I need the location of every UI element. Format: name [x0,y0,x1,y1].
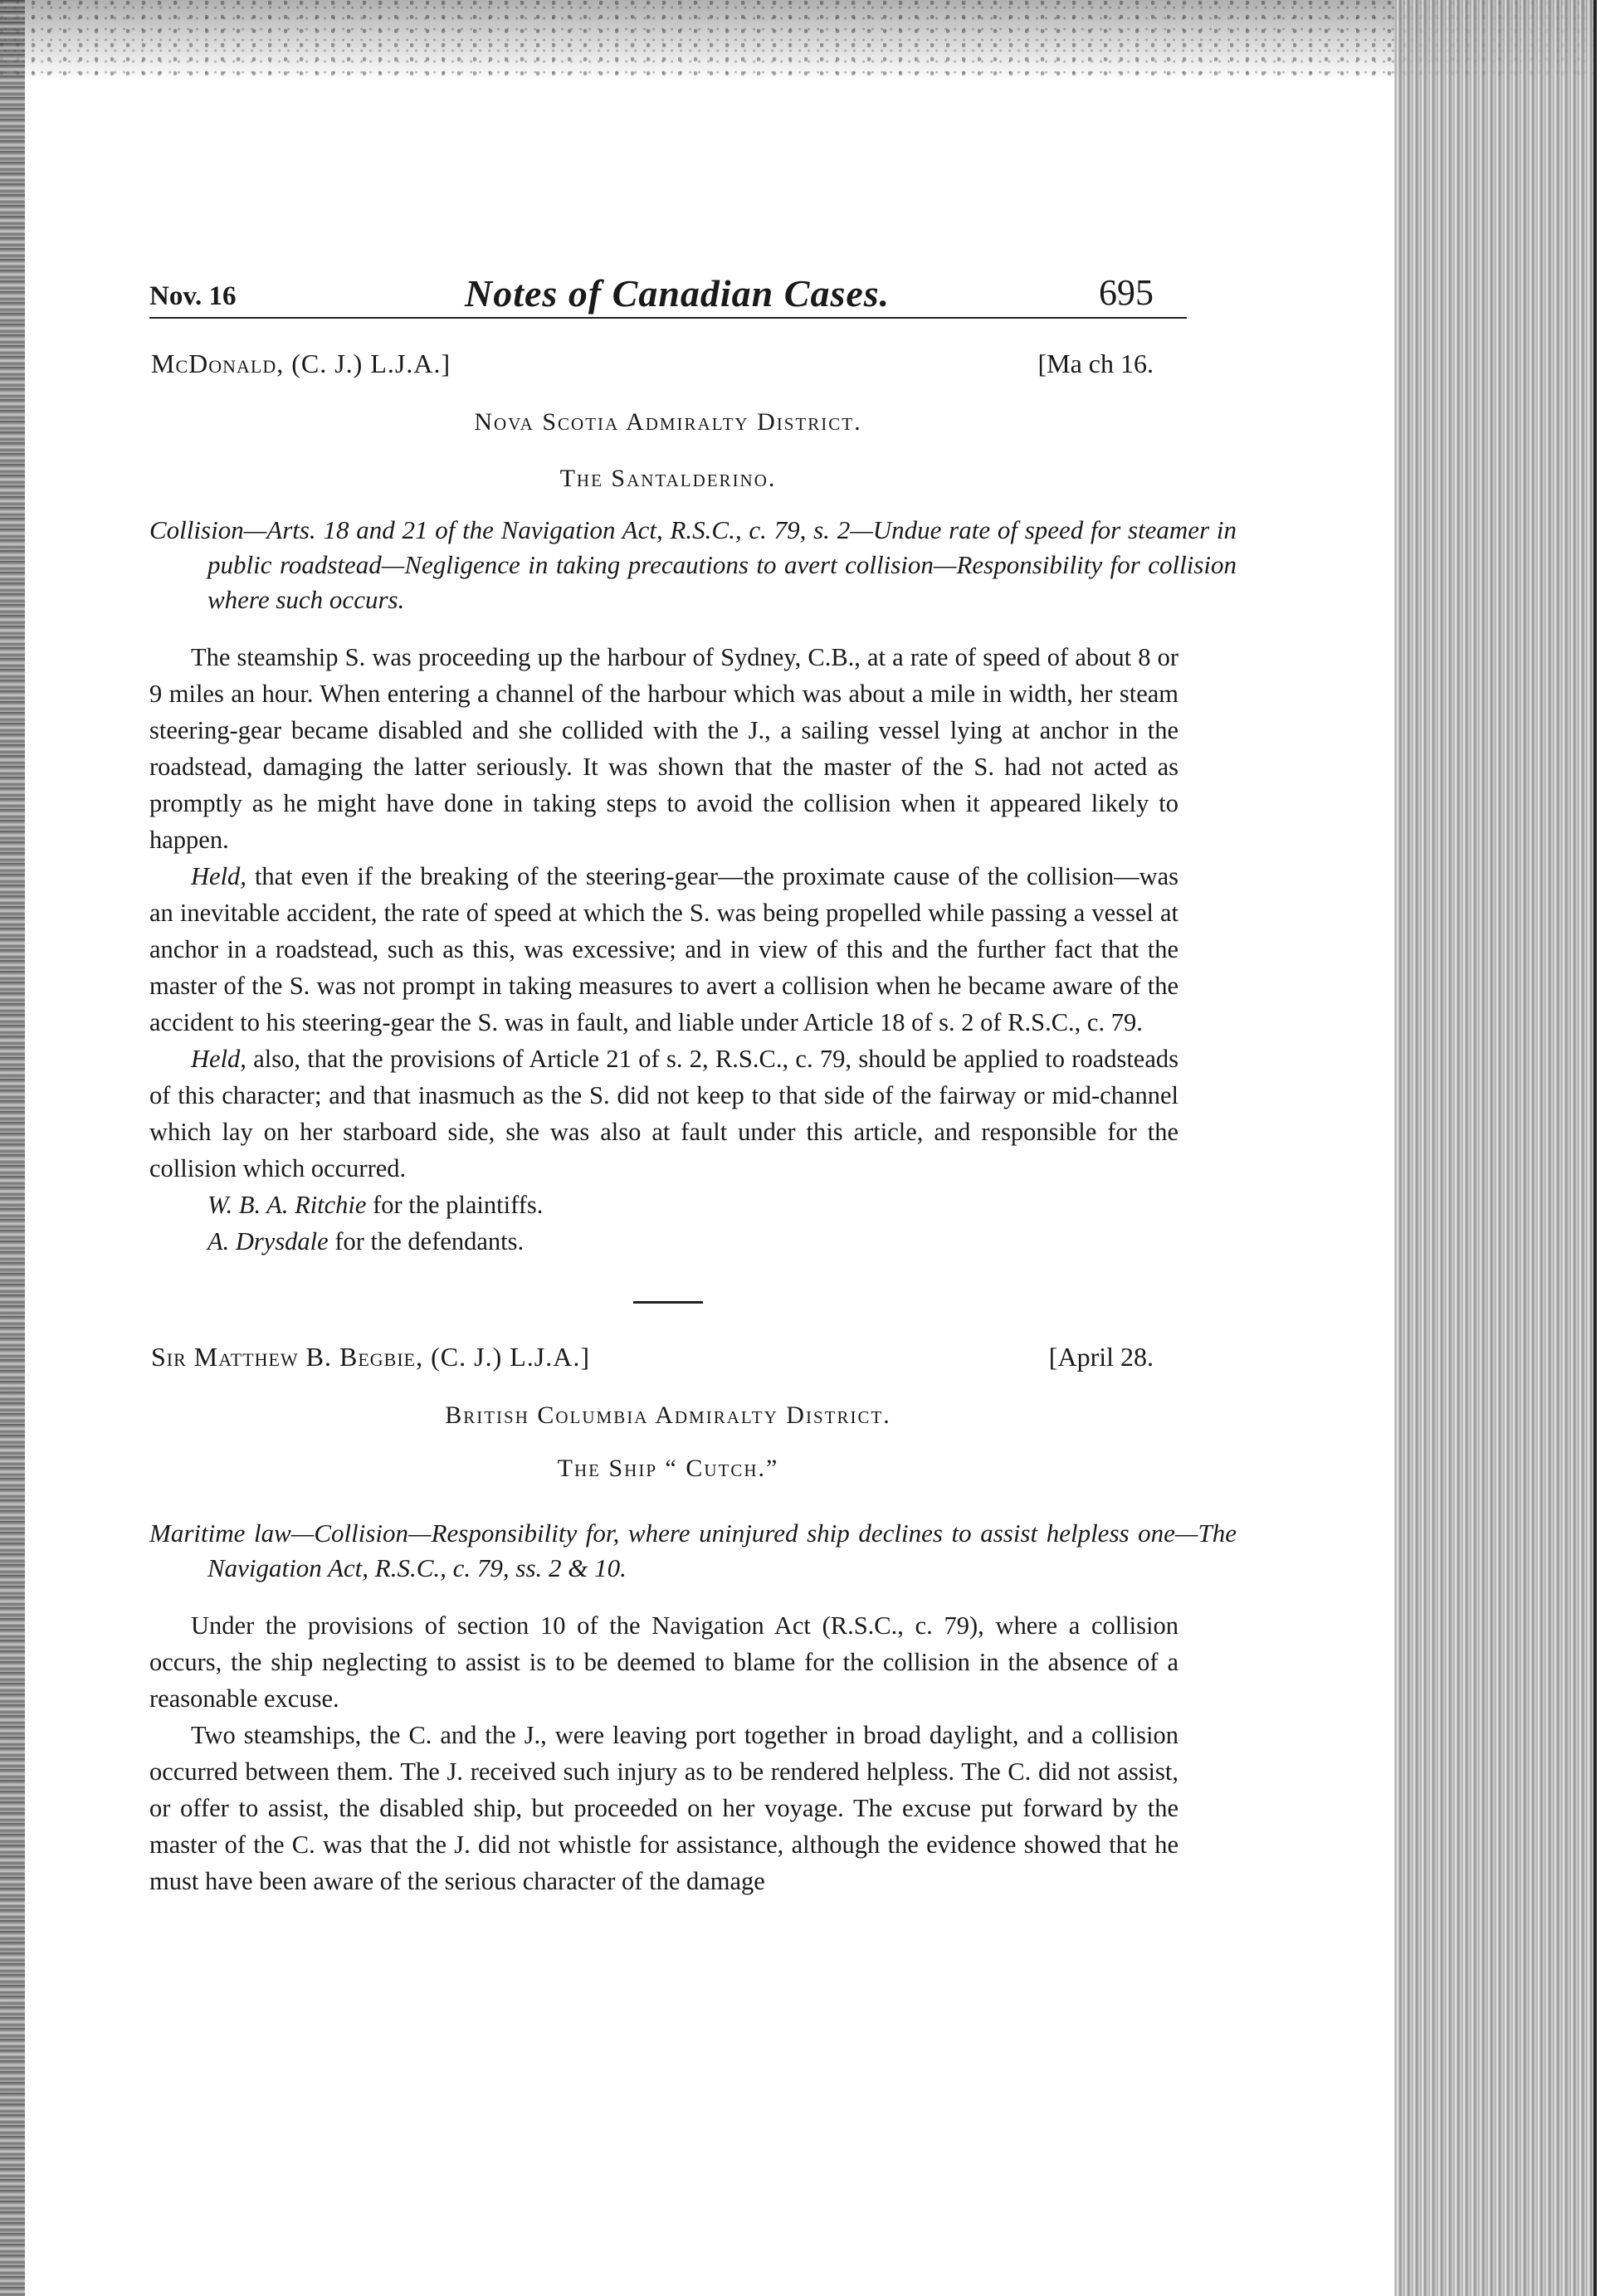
running-header [149,266,1187,319]
held-text: that even if the breaking of the steering-gear—the proximate cause of the collision—was an inevitable accident, the rate of speed at which the S. was being propelled while passing a vessel at anchor in a roadstead, such as this, was excessive; and in view of this and the further fact that the master of the S. was not prompt in taking measures to avert a collision when he became aware of the accident to his steering-gear the S. was in fault, and liable under Article 18 of s. 2 of R.S.C., c. 79. [149,862,1178,1036]
held-label: Held, [191,1045,246,1073]
scan-noise-right [1394,0,1593,2296]
case2-name: The Ship “ Cutch.” [557,1455,779,1482]
counsel-role: for the plaintiffs. [366,1191,544,1219]
scan-noise-left [0,0,25,2296]
counsel-name: W. B. A. Ritchie [207,1191,367,1219]
case1-counsel-plaintiffs [149,1187,1187,1223]
case2-summary: Under the provisions of section 10 of the Navigation Act (R.S.C., c. 79), where a collision occurs, the ship neglecting to assist is to be deemed to blame for the collision in the absence of a reasonable excuse. [149,1611,1178,1713]
case2-judge-line [149,1342,1187,1383]
case1-judge-line [149,349,1187,390]
held-label: Held, [191,862,246,890]
case2-district: British Columbia Admiralty District. [445,1401,891,1429]
case1-held1 [149,858,1178,1041]
case1-judge: McDonald, (C. J.) L.J.A.] [151,349,451,378]
scan-page-edge [1593,0,1620,2296]
counsel-name: A. Drysdale [207,1227,329,1255]
case2-headnote: Maritime law—Collision—Responsibility for, where uninjured ship declines to assist helpless one—The Navigation Act, R.S.C., c. 79, ss. 2 & 10. [149,1518,1237,1582]
header-title: Notes of Canadian Cases. [465,272,891,314]
case2-judge: Sir Matthew B. Begbie, (C. J.) L.J.A.] [151,1342,590,1372]
case1-held2 [149,1041,1178,1187]
section-divider [633,1301,703,1304]
held-text: also, that the provisions of Article 21 of s. 2, R.S.C., c. 79, should be applied to roadsteads of this character; and that inasmuch as the S. did not keep to that side of the fairway or mid-channel which lay on her starboard side, she was also at fault under this article, and responsible for the collision which occurred. [149,1045,1178,1182]
case2-date: [April 28. [1048,1342,1154,1372]
case1-facts: The steamship S. was proceeding up the harbour of Sydney, C.B., at a rate of speed of about 8 or 9 miles an hour. When entering a channel of the harbour which was about a mile in width, her steam steering-gear became disabled and she collided with the J., a sailing vessel lying at anchor in the roadstead, damaging the latter seriously. It was shown that the master of the S. had not acted as promptly as he might have done in taking steps to avoid the collision when it appeared likely to happen. [149,643,1178,854]
case1-district: Nova Scotia Admiralty District. [474,408,862,436]
scan-noise-top [0,0,1620,79]
page [149,266,1237,1899]
header-date: Nov. 16 [149,281,237,311]
case1-name: The Santalderino. [559,465,777,492]
case1-counsel-defendants [149,1223,1187,1260]
case2-facts: Two steamships, the C. and the J., were leaving port together in broad daylight, and a collision occurred between them. The J. received such injury as to be rendered helpless. The C. did not assist, or offer to assist, the disabled ship, but proceeded on her voyage. The excuse put forward by the master of the C. was that the J. did not whistle for assistance, although the evidence showed that he must have been aware of the serious character of the damage [149,1721,1178,1895]
case1-headnote: Collision—Arts. 18 and 21 of the Navigation Act, R.S.C., c. 79, s. 2—Undue rate of speed for steamer in public roadstead—Negligence in taking precautions to avert collision—Responsibility for collision where such occurs. [149,515,1237,614]
counsel-role: for the defendants. [328,1227,525,1255]
page-number: 695 [1099,272,1154,313]
case1-date: [Ma ch 16. [1037,349,1154,378]
